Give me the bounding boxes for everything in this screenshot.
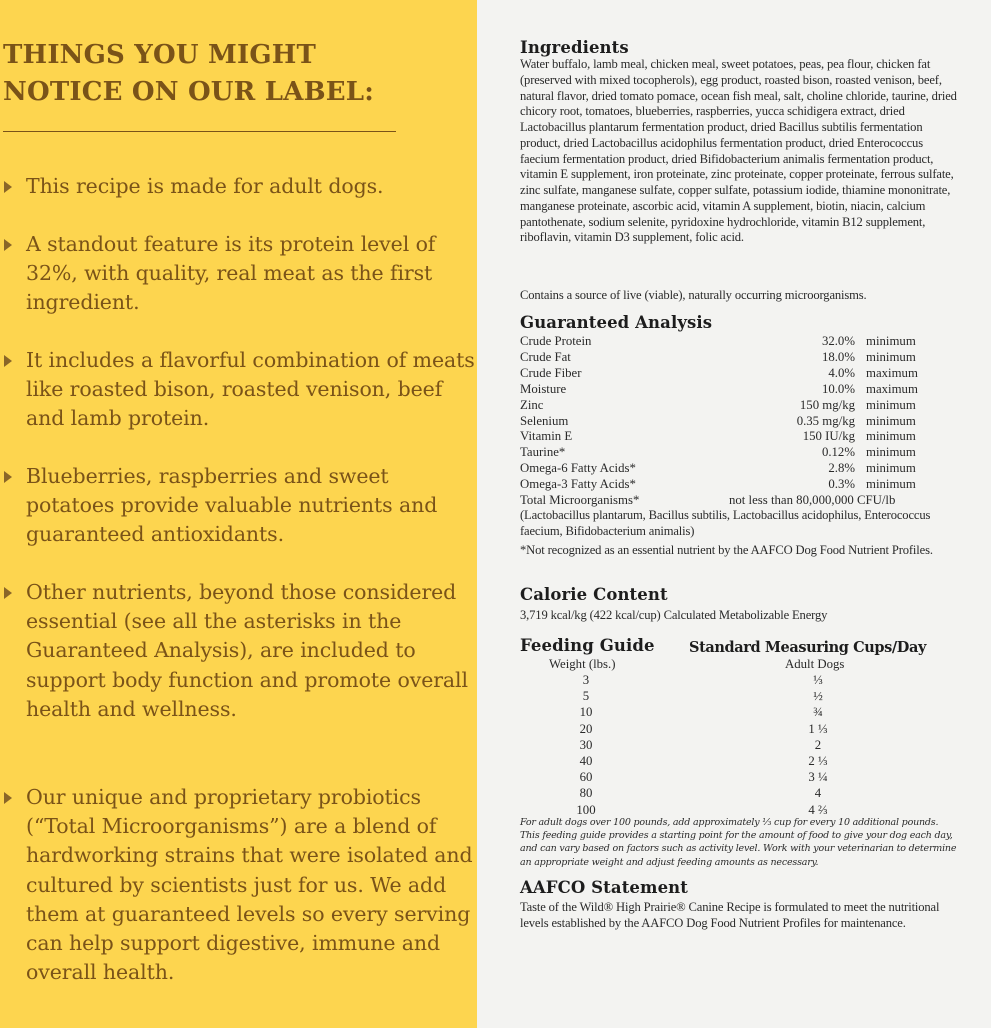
ga-row: [520, 333, 950, 349]
ga-value: 32.0%: [821, 334, 855, 348]
ga-name: Zinc: [520, 397, 544, 412]
ga-name: Vitamin E: [520, 429, 573, 444]
feeding-cups: 4: [814, 786, 822, 801]
ga-qualifier: minimum: [866, 477, 916, 492]
ingredients-text: Water buffalo, lamb meal, chicken meal, sweet potatoes, peas, pea flour, chicken fat (preserved with mixed tocopherols), egg product, roasted bison, roasted venison, beef, natural flavor, dried tomato pomace, ocean fish meal, salt, choline chloride, taurine, dried chicory root, tomatoes, blueberries, raspberries, yucca schidigera extract, dried Lactobacillus plantarum fermentation product, dried Bacillus subtilis fermentation product, dried Lactobacillus acidophilus fermentation product, dried Enterococcus faecium fermentation product, dried Bifidobacterium animalis fermentation product, vitamin E supplement, iron proteinate, zinc proteinate, copper proteinate, ferrous sulfate, zinc sulfate, manganese sulfate, copper sulfate, potassium iodide, thiamine mononitrate, manganese proteinate, ascorbic acid, vitamin A supplement, biotin, niacin, calcium pantothenate, sodium selenite, pyridoxine hydrochloride, vitamin B12 supplement, riboflavin, vitamin D3 supplement, folic acid.: [520, 57, 957, 245]
bullet-item: Our unique and proprietary probiotics (“Total Microorganisms”) are a blend of hardworking strains that were isolated and cultured by scientists just for us. We add them at guaranteed levels so every serving can help support digestive, immune and overall health.: [26, 785, 473, 985]
bullet-item: Blueberries, raspberries and sweet potatoes provide valuable nutrients and guaranteed antioxidants.: [26, 464, 438, 547]
ga-qualifier: minimum: [866, 334, 916, 348]
ga-name: Selenium: [520, 413, 569, 428]
bullet-arrow-icon: [4, 792, 12, 804]
weight-column-header: Weight (lbs.): [549, 657, 616, 671]
heading-line-1: THINGS YOU MIGHT: [3, 40, 317, 70]
ga-name: Total Microorganisms*: [520, 493, 640, 507]
ga-strains: (Lactobacillus plantarum, Bacillus subtilis, Lactobacillus acidophilus, Enterococcus faecium, Bifidobacterium animalis): [520, 508, 931, 538]
guaranteed-analysis-title: Guaranteed Analysis: [520, 313, 713, 332]
feeding-cups: 3 ¼: [808, 770, 828, 785]
calorie-content-title: Calorie Content: [520, 585, 668, 604]
ga-qualifier: maximum: [866, 381, 918, 396]
aafco-title: AAFCO Statement: [520, 878, 688, 897]
heading-line-2: NOTICE ON OUR LABEL:: [3, 77, 375, 107]
ga-name: Crude Protein: [520, 334, 592, 348]
bullet-arrow-icon: [4, 355, 12, 367]
ga-row: [520, 349, 950, 365]
microorganism-note: Contains a source of live (viable), naturally occurring microorganisms.: [520, 288, 867, 302]
feeding-guide-note: For adult dogs over 100 pounds, add approximately ⅓ cup for every 10 additional pounds. This feeding guide provides a starting point for the amount of food to give your dog each day, and can vary based on factors such as activity level. Work with your veterinarian to determine an appropriate weight and adjust feeding amounts as necessary.: [520, 817, 957, 868]
ga-value: 10.0%: [821, 381, 855, 396]
bullet-item: It includes a flavorful combination of meats like roasted bison, roasted venison, beef and lamb protein.: [26, 348, 475, 431]
ga-row: [520, 428, 950, 444]
feeding-weight: 40: [579, 754, 593, 768]
bullet-arrow-icon: [4, 239, 12, 251]
feeding-guide-subtitle: Standard Measuring Cups/Day: [689, 639, 926, 656]
ga-row-microorganisms: [520, 492, 950, 508]
feeding-cups: 2: [814, 737, 822, 752]
feeding-weight: 30: [579, 737, 593, 752]
ga-name: Omega-6 Fatty Acids*: [520, 461, 636, 476]
feeding-cups: 2 ⅓: [808, 754, 828, 768]
feeding-cups: 1 ⅓: [808, 721, 828, 736]
feeding-row: [520, 738, 920, 753]
feeding-weight: 5: [582, 689, 590, 704]
feeding-cups: 4 ⅔: [808, 802, 828, 817]
feeding-row: [520, 770, 920, 785]
ga-name: Crude Fat: [520, 349, 571, 364]
cups-column-header: Adult Dogs: [785, 657, 845, 671]
feeding-weight: 20: [579, 721, 593, 736]
ga-value: 0.12%: [821, 445, 855, 460]
ga-row: [520, 381, 950, 397]
feeding-cups: ⅓: [813, 673, 823, 687]
ga-name: Crude Fiber: [520, 365, 582, 380]
feeding-row: [520, 705, 920, 720]
ga-name: Omega-3 Fatty Acids*: [520, 477, 636, 492]
feeding-weight: 10: [579, 705, 593, 720]
feeding-row: [520, 786, 920, 801]
bullet-list: [0, 0, 477, 1028]
feeding-row: [520, 754, 920, 769]
feeding-weight: 100: [576, 802, 596, 817]
calorie-content-text: 3,719 kcal/kg (422 kcal/cup) Calculated Metabolizable Energy: [520, 608, 828, 622]
ga-row: [520, 397, 950, 413]
feeding-weight: 80: [579, 786, 593, 801]
ga-value: not less than 80,000,000 CFU/lb: [729, 493, 896, 507]
ga-row: [520, 444, 950, 460]
bullet-arrow-icon: [4, 587, 12, 599]
ga-value: 0.3%: [828, 477, 855, 492]
ga-row: [520, 476, 950, 492]
ga-qualifier: minimum: [866, 461, 916, 476]
feeding-row: [520, 722, 920, 737]
ga-value: 4.0%: [828, 365, 855, 380]
ga-name: Taurine*: [520, 445, 566, 460]
feeding-weight: 3: [582, 673, 590, 687]
bullet-item: Other nutrients, beyond those considered essential (see all the asterisks in the Guaranteed Analysis), are included to support body function and promote overall health and wellness.: [26, 580, 468, 721]
feeding-cups: ¾: [813, 705, 823, 720]
feeding-row: [520, 673, 920, 688]
ingredients-title: Ingredients: [520, 38, 629, 57]
bullet-item: This recipe is made for adult dogs.: [26, 174, 384, 198]
ga-qualifier: minimum: [866, 429, 916, 444]
bullet-arrow-icon: [4, 181, 12, 193]
ga-value: 150 IU/kg: [802, 429, 855, 444]
feeding-cups: ½: [813, 689, 823, 704]
ga-value: 2.8%: [828, 461, 855, 476]
ga-qualifier: minimum: [866, 445, 916, 460]
ga-row: [520, 413, 950, 429]
feeding-row: [520, 689, 920, 704]
ga-row: [520, 365, 950, 381]
feeding-guide-title: Feeding Guide: [520, 636, 655, 655]
ga-value: 18.0%: [821, 349, 855, 364]
ga-qualifier: minimum: [866, 413, 916, 428]
ga-value: 150 mg/kg: [799, 397, 855, 412]
ga-row: [520, 460, 950, 476]
bullet-item: A standout feature is its protein level of 32%, with quality, real meat as the first ingredient.: [26, 232, 436, 315]
ga-qualifier: minimum: [866, 349, 916, 364]
feeding-weight: 60: [579, 770, 593, 785]
bullet-arrow-icon: [4, 471, 12, 483]
ga-qualifier: minimum: [866, 397, 916, 412]
ga-value: 0.35 mg/kg: [796, 413, 855, 428]
ga-qualifier: maximum: [866, 365, 918, 380]
ga-name: Moisture: [520, 381, 567, 396]
aafco-text: Taste of the Wild® High Prairie® Canine Recipe is formulated to meet the nutritional levels established by the AAFCO Dog Food Nutrient Profiles for maintenance.: [520, 900, 940, 930]
ga-footnote: *Not recognized as an essential nutrient by the AAFCO Dog Food Nutrient Profiles.: [520, 543, 933, 557]
